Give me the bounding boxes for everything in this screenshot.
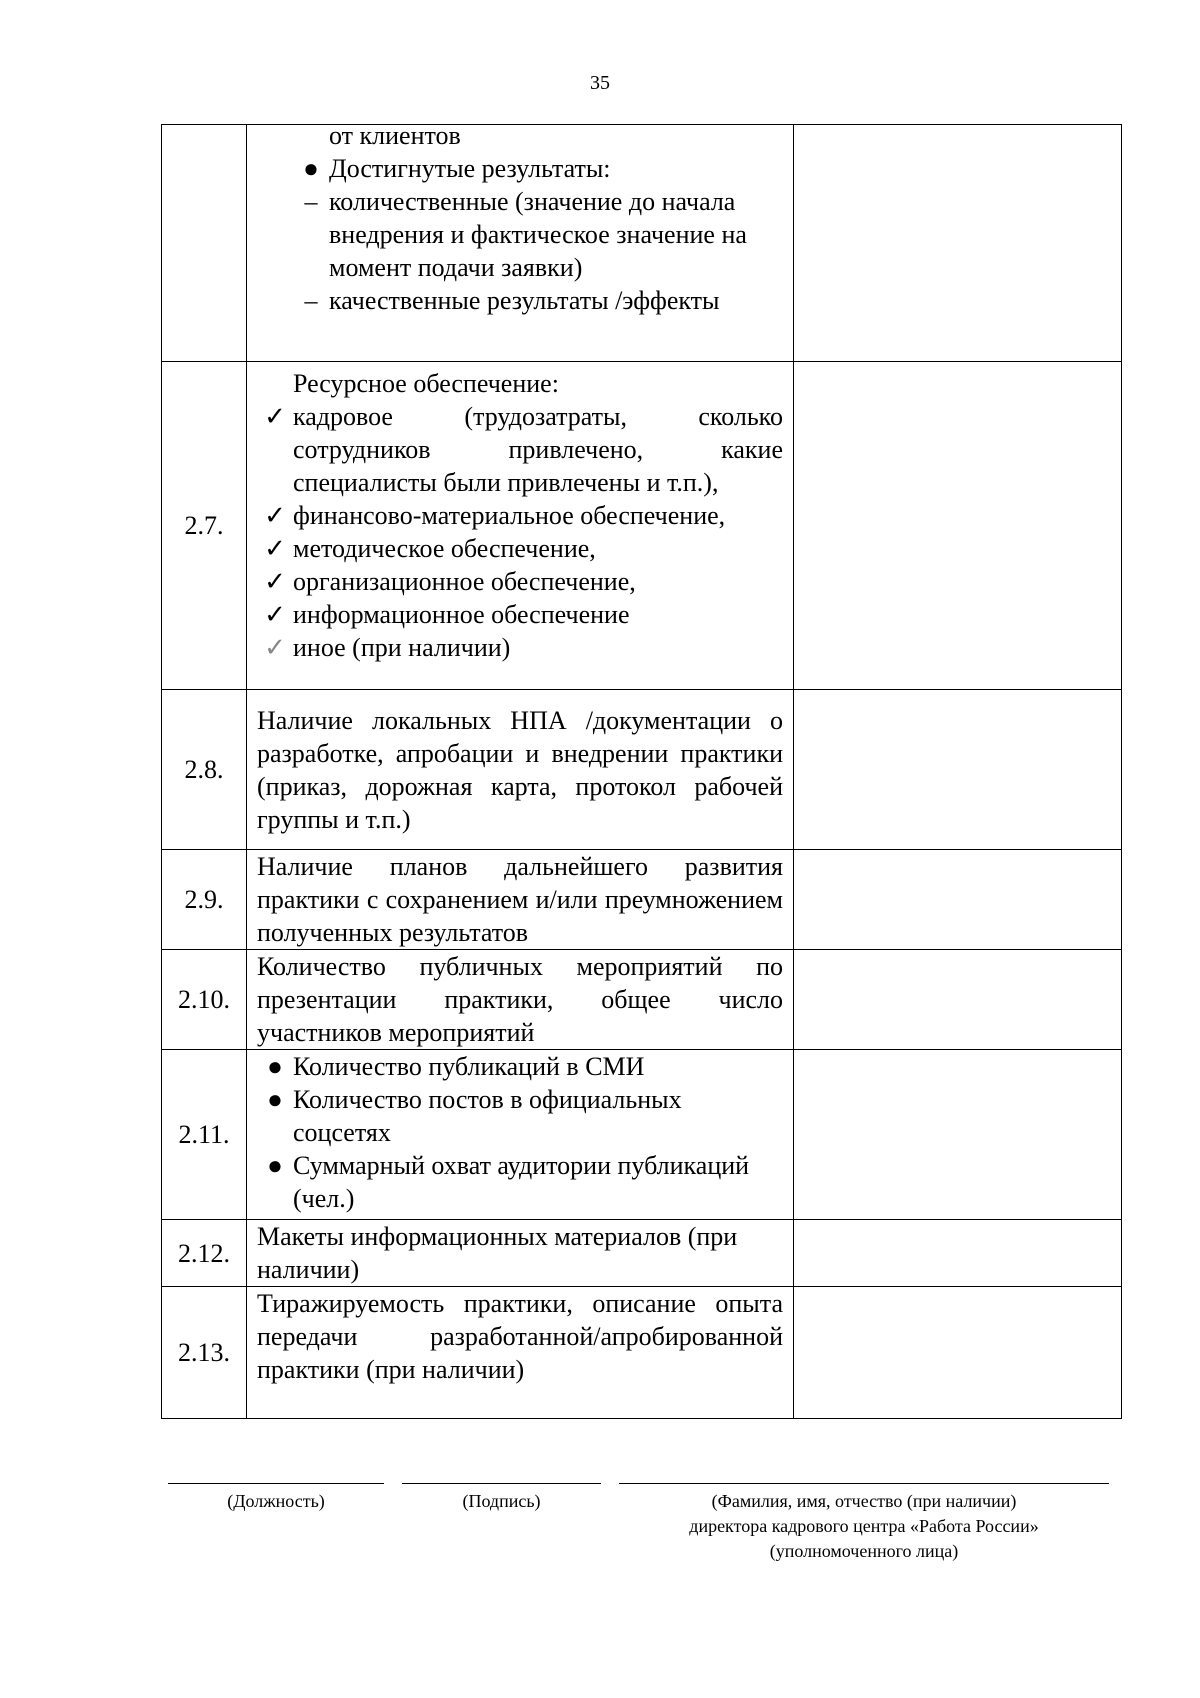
- empty-cell: [794, 690, 1122, 850]
- checkmark-icon: ✓: [264, 534, 286, 563]
- page-number: 35: [590, 72, 610, 94]
- list-item: ✓ финансово-материальное обеспечение,: [257, 499, 783, 532]
- row-number: 2.7.: [162, 362, 247, 690]
- continuation-line: от клиентов: [329, 121, 461, 150]
- empty-cell: [794, 1287, 1122, 1419]
- name-line: [619, 1483, 1109, 1484]
- signature-label: (Подпись): [462, 1491, 541, 1511]
- row-number: 2.13.: [162, 1287, 247, 1419]
- row-content: Наличие планов дальнейшего развития практики с сохранением и/или преумножением полученных результатов: [247, 850, 794, 950]
- section-title: Ресурсное обеспечение:: [293, 369, 559, 398]
- criteria-table: [161, 121, 1122, 1419]
- table-row: [162, 125, 1122, 362]
- position-label: (Должность): [227, 1491, 325, 1511]
- checkmark-icon: ✓: [264, 600, 286, 629]
- empty-cell: [794, 362, 1122, 690]
- table-row: [162, 1220, 1122, 1287]
- dash-icon: –: [304, 286, 318, 315]
- row-content: Макеты информационных материалов (при наличии): [247, 1220, 794, 1287]
- row-content: [247, 362, 794, 690]
- empty-cell: [794, 125, 1122, 362]
- row-number: 2.10.: [162, 950, 247, 1050]
- list-item: ✓ организационное обеспечение,: [257, 565, 783, 598]
- table-row: [162, 850, 1122, 950]
- checkmark-icon: ✓: [264, 633, 286, 662]
- bullet-icon: ●: [267, 1085, 283, 1114]
- table-row: [162, 362, 1122, 690]
- row-content: [247, 121, 794, 362]
- list-item: ✓ методическое обеспечение,: [257, 532, 783, 565]
- empty-cell: [794, 850, 1122, 950]
- empty-cell: [794, 950, 1122, 1050]
- list-item: ✓ иное (при наличии): [257, 631, 783, 664]
- table-row: [162, 1050, 1122, 1220]
- signature-line: [402, 1483, 601, 1484]
- row-number: [162, 125, 247, 362]
- dash-icon: –: [304, 187, 318, 216]
- row-content: Наличие локальных НПА /документации о разработке, апробации и внедрении практики (приказ, дорожная карта, протокол рабочей группы и т.п.): [247, 690, 794, 850]
- row-number: 2.8.: [162, 690, 247, 850]
- list-item: ● Достигнутые результаты:: [257, 152, 783, 185]
- table-row: [162, 950, 1122, 1050]
- row-content: Тиражируемость практики, описание опыта передачи разработанной/апробированной практики (при наличии): [247, 1287, 794, 1419]
- position-line: [168, 1483, 384, 1484]
- list-item: – количественные (значение до начала внедрения и фактическое значение на момент подачи заявки): [257, 185, 783, 284]
- empty-cell: [794, 1220, 1122, 1287]
- list-item: ● Количество публикаций в СМИ: [257, 1050, 783, 1083]
- row-number: 2.9.: [162, 850, 247, 950]
- bullet-icon: ●: [267, 1052, 283, 1081]
- list-item: ● Суммарный охват аудитории публикаций (чел.): [257, 1149, 783, 1215]
- row-content: Количество публичных мероприятий по презентации практики, общее число участников мероприятий: [247, 950, 794, 1050]
- row-number: 2.11.: [162, 1050, 247, 1220]
- checkmark-icon: ✓: [264, 501, 286, 530]
- row-content: [247, 1050, 794, 1220]
- row-number: 2.12.: [162, 1220, 247, 1287]
- list-item: ● Количество постов в официальных соцсетях: [257, 1083, 783, 1149]
- name-label: (Фамилия, имя, отчество (при наличии) директора кадрового центра «Работа России» (уполномоченного лица): [689, 1491, 1039, 1561]
- list-item: – качественные результаты /эффекты: [257, 284, 783, 317]
- table-row: [162, 1287, 1122, 1419]
- empty-cell: [794, 1050, 1122, 1220]
- list-item: ✓ информационное обеспечение: [257, 598, 783, 631]
- table-row: [162, 690, 1122, 850]
- list-item: ✓ кадровое (трудозатраты, сколько сотрудников привлечено, какие специалисты были привлечены и т.п.),: [257, 400, 783, 499]
- bullet-icon: ●: [303, 154, 319, 183]
- checkmark-icon: ✓: [264, 567, 286, 596]
- checkmark-icon: ✓: [264, 402, 286, 431]
- bullet-icon: ●: [267, 1151, 283, 1180]
